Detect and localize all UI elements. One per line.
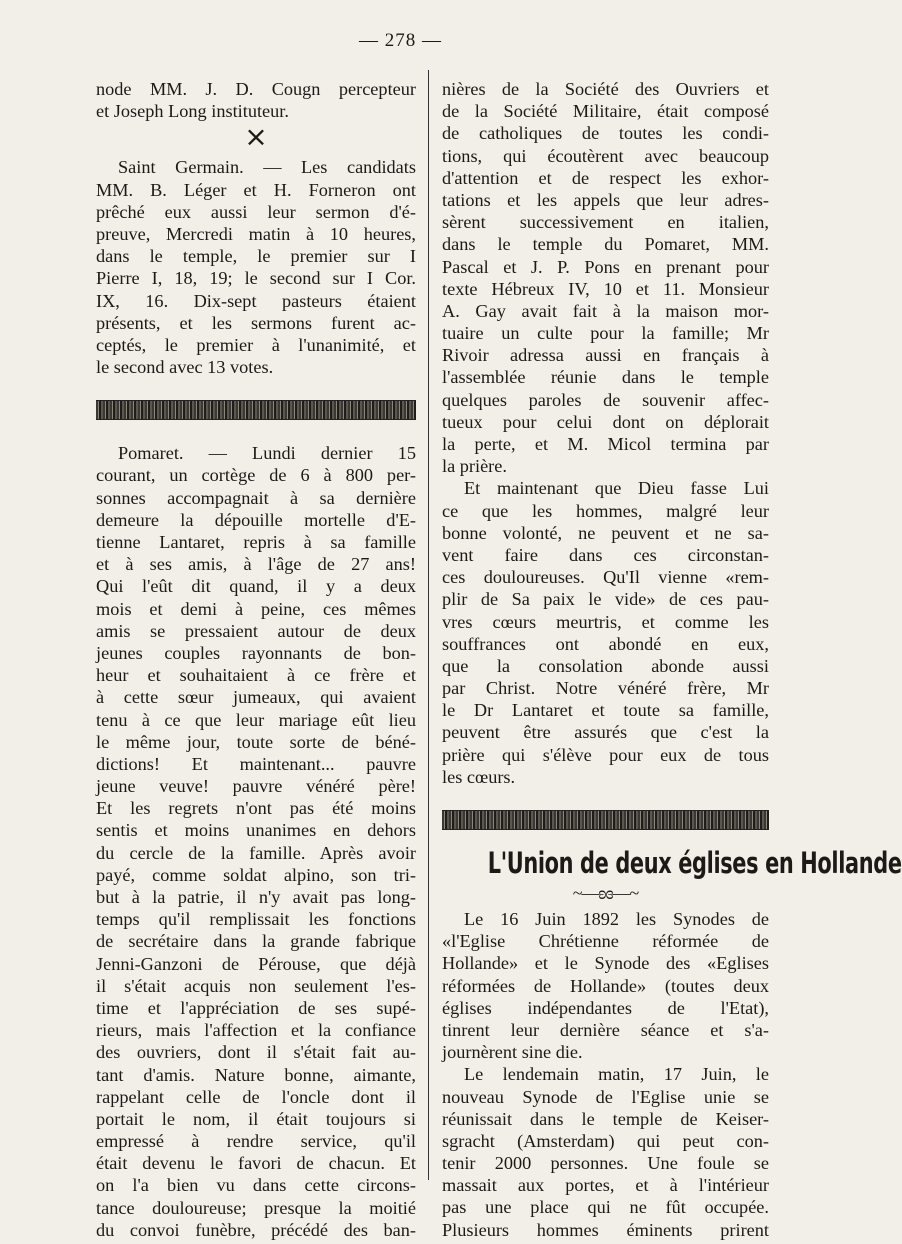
text-line: tenir 2000 personnes. Une foule se [442,1153,769,1174]
text-line: jeune veuve! pauvre vénéré père! [96,776,416,797]
text-line: tions, qui écoutèrent avec beaucoup [442,145,769,166]
text-line: vent faire dans ces circonstan- [442,544,769,565]
text-line: amis se pressaient autour de deux [96,620,416,641]
section-separator: × [244,120,268,154]
text-line: les cœurs. [442,766,516,787]
right-column [442,78,902,1241]
text-line: et à ses amis, à l'âge de 27 ans! [96,554,416,575]
text-line: payé, comme soldat alpino, son tri- [96,864,416,885]
text-line: plir de Sa paix le vide» de ces pau- [442,589,769,610]
text-line: sonnes accompagnait à sa dernière [96,487,416,508]
article-title: L'Union de deux églises en Hollande [487,846,902,880]
text-line: Le lendemain matin, 17 Juin, le [464,1064,769,1085]
text-line: Hollande» et le Synode des «Eglises [442,953,769,974]
text-line: tenu à ce que leur mariage eût lieu [96,709,416,730]
text-line: d'attention et de respect les exhor- [442,167,769,188]
ornamental-divider [96,400,416,420]
column-divider [428,70,429,1180]
top-paragraph [96,78,416,122]
text-line: A. Gay avait fait à la maison mor- [442,300,769,321]
text-line: sentis et moins unanimes en dehors [96,820,416,841]
text-line: églises indépendantes de l'Etat), [442,997,769,1018]
text-line: massait aux portes, et à l'intérieur [442,1175,769,1196]
text-line: courant, un cortège de 6 à 800 per- [96,465,416,486]
text-line: de secrétaire dans la grande fabrique [96,931,416,952]
text-line: le Dr Lantaret et toute sa famille, [442,700,769,721]
page-number: — 278 — [359,30,442,51]
left-column [96,78,416,1241]
text-line: pas une place qui ne fût occupée. [442,1197,769,1218]
text-line: le second avec 13 votes. [96,357,274,378]
text-line: tueux pour celui dont on déplorait [442,411,769,432]
text-line: souffrances ont abondé en eux, [442,633,769,654]
text-line: du cercle de la famille. Après avoir [96,842,416,863]
text-line: jeunes couples rayonnants de bon- [96,642,416,663]
text-line: ceptés, le premier à l'unanimité, et [96,334,416,355]
text-line: empressé à rendre service, qu'il [96,1131,416,1152]
text-line: du convoi funèbre, précédé des ban- [96,1219,416,1240]
text-line: time et l'appréciation de ses supé- [96,997,416,1018]
text-line: et Joseph Long instituteur. [96,101,289,122]
text-line: portait le nom, il était toujours si [96,1108,416,1129]
text-line: tations et les appels que leur adres- [442,189,769,210]
text-line: Et maintenant que Dieu fasse Lui [464,478,769,499]
text-line: réformées de Hollande» (toutes deux [442,975,769,996]
text-line: peuvent être assurés que c'est la [442,722,769,743]
text-line: prière qui s'élève pour eux de tous [442,744,769,765]
text-line: bonne volonté, ne peuvent et ne sa- [442,522,769,543]
text-line: texte Hébreux IV, 10 et 11. Monsieur [442,278,769,299]
text-line: mois et demi à peine, ces mêmes [96,598,416,619]
text-line: Et les regrets n'ont pas été moins [96,798,416,819]
article-body [442,908,769,1241]
text-line: de catholiques de toutes les condi- [442,123,769,144]
text-line: que la consolation abonde aussi [442,655,769,676]
text-line: IX, 16. Dix-sept pasteurs étaient [96,290,416,311]
text-line: de la Société Militaire, était composé [442,101,769,122]
closing-paragraph [442,477,769,788]
text-line: dans le temple, le premier sur I [96,246,416,267]
text-line: par Christ. Notre vénéré frère, Mr [442,678,769,699]
text-line: Le 16 Juin 1892 les Synodes de [464,909,769,929]
text-line: Saint Germain. — Les candidats [118,157,416,178]
text-line: but à la patrie, il n'y avait pas long- [96,887,416,907]
text-line: sgracht (Amsterdam) qui peut con- [442,1130,769,1151]
text-line: Jenni-Ganzoni de Pérouse, que déjà [96,953,416,974]
text-line: Pomaret. — Lundi dernier 15 [118,443,416,464]
text-line: tienne Lantaret, repris à sa famille [96,532,416,552]
text-line: Pierre I, 18, 19; le second sur I Cor. [96,268,416,289]
text-line: rappelant celle de l'oncle dont il [96,1086,416,1107]
text-line: heur et souhaitaient à ce frère et [96,665,416,686]
text-line: des ouvriers, dont il s'était fait au- [96,1042,416,1063]
text-line: Plusieurs hommes éminents prirent [442,1219,769,1240]
text-line: quelques paroles de souvenir affec- [442,389,769,410]
text-line: demeure la dépouille mortelle d'E- [96,509,416,530]
text-line: dictions! Et maintenant... pauvre [96,753,416,774]
text-line: tance douloureuse; presque la moitié [96,1197,416,1218]
text-line: tinrent leur dernière séance et s'a- [442,1019,769,1040]
text-line: à cette sœur jumeaux, qui avaient [96,687,416,708]
text-line: node MM. J. D. Cougn percepteur [96,79,416,99]
text-line: temps qu'il remplissait les fonctions [96,909,416,930]
text-line: était devenu le favori de chacun. Et [96,1153,416,1174]
text-line: la prière. [442,456,507,477]
text-line: prêché eux aussi leur sermon d'é- [96,201,416,222]
text-line: nières de la Société des Ouvriers et [442,79,769,99]
text-line: il s'était acquis non seulement l'es- [96,975,416,996]
text-line: Rivoir adressa aussi en français à [442,345,769,366]
continuation-paragraph [442,78,769,477]
text-line: Pascal et J. P. Pons en prenant pour [442,256,769,277]
text-line: le même jour, toute sorte de béné- [96,731,416,752]
text-line: Qui l'eût dit quand, il y a deux [96,576,416,597]
text-line: nouveau Synode de l'Eglise unie se [442,1086,769,1107]
text-line: sèrent successivement en italien, [442,212,769,233]
title-ornament: ~—ʚɞ—~ [572,883,639,903]
text-line: on l'a bien vu dans cette circons- [96,1175,416,1196]
saint-germain-paragraph [96,156,416,378]
text-line: présents, et les sermons furent ac- [96,312,416,333]
text-line: l'assemblée réunie dans le temple [442,367,769,388]
text-line: la perte, et M. Micol termina par [442,434,769,454]
text-line: tant d'amis. Nature bonne, aimante, [96,1064,416,1085]
text-line: «l'Eglise Chrétienne réformée de [442,931,769,952]
text-line: vres cœurs meurtris, et comme les [442,611,769,632]
pomaret-paragraph [96,442,416,1241]
text-line: rieurs, mais l'affection et la confiance [96,1020,416,1041]
text-line: MM. B. Léger et H. Forneron ont [96,179,416,200]
text-line: dans le temple du Pomaret, MM. [442,234,769,255]
text-line: ce que les hommes, malgré leur [442,500,769,521]
ornamental-divider [442,810,769,830]
text-line: ces douloureuses. Qu'Il vienne «rem- [442,567,769,588]
text-line: réunissait dans le temple de Keiser- [442,1108,769,1129]
text-line: journèrent sine die. [442,1042,583,1063]
text-line: preuve, Mercredi matin à 10 heures, [96,223,416,244]
text-line: tuaire un culte pour la famille; Mr [442,323,769,344]
